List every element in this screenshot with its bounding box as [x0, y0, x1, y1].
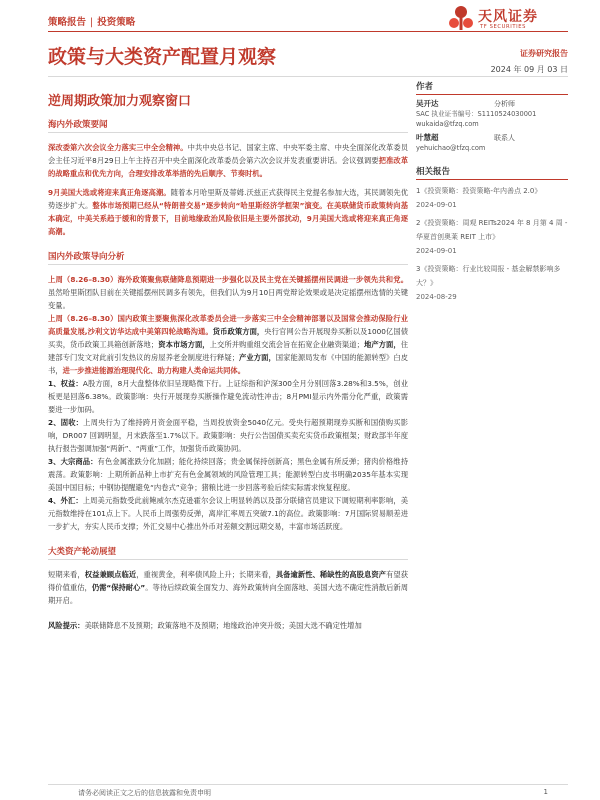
title-rule: [48, 76, 568, 77]
report-type: 证券研究报告: [520, 49, 568, 58]
body-text: 上交所并购重组交流会旨在拓宽企业融资渠道；: [209, 340, 364, 349]
list-item-label: 3、大宗商品：: [48, 457, 98, 466]
page-number: 1: [543, 788, 548, 796]
body-text: 有色金属涨跌分化加剧；能化持续回落；贵金属保持创新高；黑色金属有所反弹；猪肉价格维持震荡。政策影响：上期所新品种上市扩充有色金属领域的风险管理工具；能源转型白皮书明确2035年基本实现美国中国目标；中钢协提醒避免“内卷式”竞争；猪粮比进一步回落考验后续实际需求恢复程度。: [48, 457, 409, 492]
risk-text: 美联储降息不及预期；政策落地不及预期；地缘政治冲突升级；美国大选不确定性增加: [84, 621, 362, 630]
related-reports: [416, 165, 568, 304]
author-email[interactable]: yehuichao@tfzq.com: [416, 144, 486, 152]
paragraph: [48, 312, 408, 377]
keyword-text: 权益兼顾点临近: [84, 570, 137, 579]
author-role: 联系人: [494, 134, 515, 142]
author-item: [416, 99, 568, 129]
keyword-text: 资本市场方面，: [158, 340, 210, 349]
report-header: [48, 9, 568, 30]
category-label: 策略报告: [48, 17, 87, 28]
list-item-label: 2、固收：: [48, 418, 84, 427]
logo-cn-text: 天风证券: [478, 9, 538, 25]
body-text: 国家能源局发布《中国的能源转型》白皮书，: [48, 353, 409, 375]
authors-heading: 作者: [416, 80, 568, 95]
keyword-text: 地产方面，: [363, 340, 401, 349]
page-subtitle: 逆周期政策加力观察窗口: [48, 94, 192, 109]
body-text: 虽然哈里斯团队目前在关键摇摆州民调多有领先，但我们认为9月10日两党辩论效果或是决定摇摆州选情的关键变量。: [48, 288, 408, 310]
main-content: [48, 118, 408, 632]
sidebar: [416, 80, 568, 308]
author-item: [416, 133, 568, 153]
list-item: [48, 416, 408, 455]
paragraph: [48, 568, 408, 607]
highlight-text: 进一步推进能源治理现代化、助力构建人类命运共同体。: [62, 366, 246, 375]
category-separator: |: [90, 17, 94, 28]
footer-rule: [48, 784, 568, 785]
author-name: 吴开达: [416, 99, 439, 108]
highlight-text: 9月美国大选或将迎来真正角逐高潮。: [48, 188, 171, 197]
body-text: 中共中央总书记、国家主席、中央军委主席、中央全面深化改革委员会主任习近平8月29日上午主持召开中央全面深化改革委员会第六次会议并发表重要讲话。会议强调要: [48, 143, 409, 165]
related-heading: 相关报告: [416, 165, 568, 180]
author-email[interactable]: wukaida@tfzq.com: [416, 120, 479, 128]
body-text: 。等待后续政策全面发力、海外政策转向全面落地、美国大选不确定性消散后新周期开启。: [48, 583, 409, 605]
highlight-text: 上周（8.26–8.30）海外政策聚焦联储降息预期进一步强化以及民主党在关键摇摆州民调进一步领先共和党。: [48, 275, 408, 284]
body-text: 上周央行为了维持跨月资金面平稳，当周投放资金5040亿元。受央行超预期现券买断和国债购买影响，DR007 回调明显，月末跌落至1.7%以下。政策影响：央行公告国债买卖充实货币政策框架；财政部半年度执行报告强调加强“两新”、“两重”工作，加强货币政策协同。: [48, 418, 408, 453]
paragraph: [48, 141, 408, 180]
disclaimer-text: 请务必阅读正文之后的信息披露和免责申明: [78, 789, 211, 797]
list-item: [48, 377, 408, 416]
body-text: 有望获得价值重估，: [48, 570, 409, 592]
paragraph: [48, 186, 408, 238]
author-cert: SAC 执业证书编号：S1110524030001: [416, 110, 537, 118]
list-item-label: 4、外汇：: [48, 496, 83, 505]
logo-en-text: TF SECURITIES: [480, 24, 526, 30]
company-logo: [448, 4, 568, 38]
keyword-text: 产业方面，: [239, 353, 276, 362]
related-report-title: 2《投资策略：周观 REITs2024 年 8 月第 4 周 - 华夏首创奥莱 REIT 上市》: [416, 219, 568, 241]
list-item: [48, 494, 408, 533]
related-report-title: 3《投资策略：行业比较周报 - 基金解禁影响多大？》: [416, 265, 561, 287]
body-text: 央行官网公告开展现券买断以及1000亿国债买卖，货币政策工具箱创新落地；: [48, 327, 408, 349]
header-rule: [48, 31, 568, 32]
body-text: A股方面，8月大盘整体依旧呈现略微下行。上证综指和沪深300全月分别回落3.28%和3.5%，创业板更是回落6.38%。政策影响：央行开展现券买断操作避免流动性冲击；8月PMI显示内外需分化严重，政策需要进一步加码。: [48, 379, 408, 414]
author-role: 分析师: [494, 100, 515, 108]
highlight-text: 上周（8.26–8.30）国内政策主要聚焦深化改革委员会进一步落实三中全会精神部署以及国常会推动保险行业高质量发展,沙利文访华达成中美第四轮战略沟通。: [48, 314, 408, 336]
related-report-date: 2024-08-29: [416, 293, 457, 301]
report-date: 2024 年 09 月 03 日: [490, 65, 568, 74]
body-text: ，重视黄金，利率债风险上升；长期来看，: [136, 570, 276, 579]
risk-warning: [48, 619, 408, 632]
section-heading: 大类资产轮动展望: [48, 545, 408, 560]
subcategory-label: 投资策略: [97, 17, 136, 28]
tf-logo-icon: [448, 4, 474, 32]
risk-label: 风险提示：: [48, 621, 85, 630]
highlight-text: 整体市场预期已经从“特朗普交易”逐步转向“哈里斯经济学框架”演变。在美联储货币政策转向基本确定，中美关系趋于缓和的背景下，目前地缘政治风险依旧是主要外部扰动，9月美国大选或将迎来真正角逐高潮。: [48, 201, 409, 236]
list-item: [48, 455, 408, 494]
page-title: 政策与大类资产配置月观察: [48, 46, 277, 68]
body-text: 随着本月哈里斯及蒂姆.沃兹正式获得民主党提名参加大选，其民调领先优势逐步扩大。: [48, 188, 408, 210]
list-item-label: 1、权益：: [48, 379, 83, 388]
section-heading: 国内外政策导向分析: [48, 250, 408, 265]
keyword-text: 仍需“保持耐心”: [91, 583, 146, 592]
keyword-text: 具备逾新性、稀缺性的高股息资产: [275, 570, 387, 579]
related-report-date: 2024-09-01: [416, 201, 457, 209]
body-text: 短期来看，: [48, 570, 85, 579]
body-text: 上周美元指数受此前鲍威尔杰克逊霍尔会议上明显转鸽以及部分联储官员建议下调短期利率影响，美元指数维持在101点上下。人民币上周强势反弹，离岸汇率周五突破7.1的高位。政策影响：7月国际贸易顺差进一步扩大，夯实人民币支撑；外汇交易中心推出外币对差额交割远期交易，丰富市场活跃度。: [48, 496, 409, 531]
paragraph: [48, 273, 408, 312]
related-report-title: 1《投资策略：投资策略-年内善点 2.0》: [416, 187, 542, 195]
report-category: [48, 14, 135, 28]
related-report-date: 2024-09-01: [416, 247, 457, 255]
related-report-link[interactable]: [416, 184, 568, 212]
body-text: 住建部专门发文对此前引发热议的房屋养老金制度进行释疑；: [48, 340, 409, 362]
report-meta: [491, 46, 568, 78]
keyword-text: 货币政策方面，: [212, 327, 265, 336]
author-name: 叶慧超: [416, 133, 439, 142]
related-report-link[interactable]: [416, 216, 568, 258]
related-report-link[interactable]: [416, 262, 568, 304]
highlight-text: 深改委第六次会议全力落实三中全会精神。: [48, 143, 188, 152]
section-heading: 海内外政策要闻: [48, 118, 408, 133]
highlight-text: 把准改革的战略重点和优先方向，合理安排改革举措的先后顺序、节奏时机。: [48, 156, 408, 178]
